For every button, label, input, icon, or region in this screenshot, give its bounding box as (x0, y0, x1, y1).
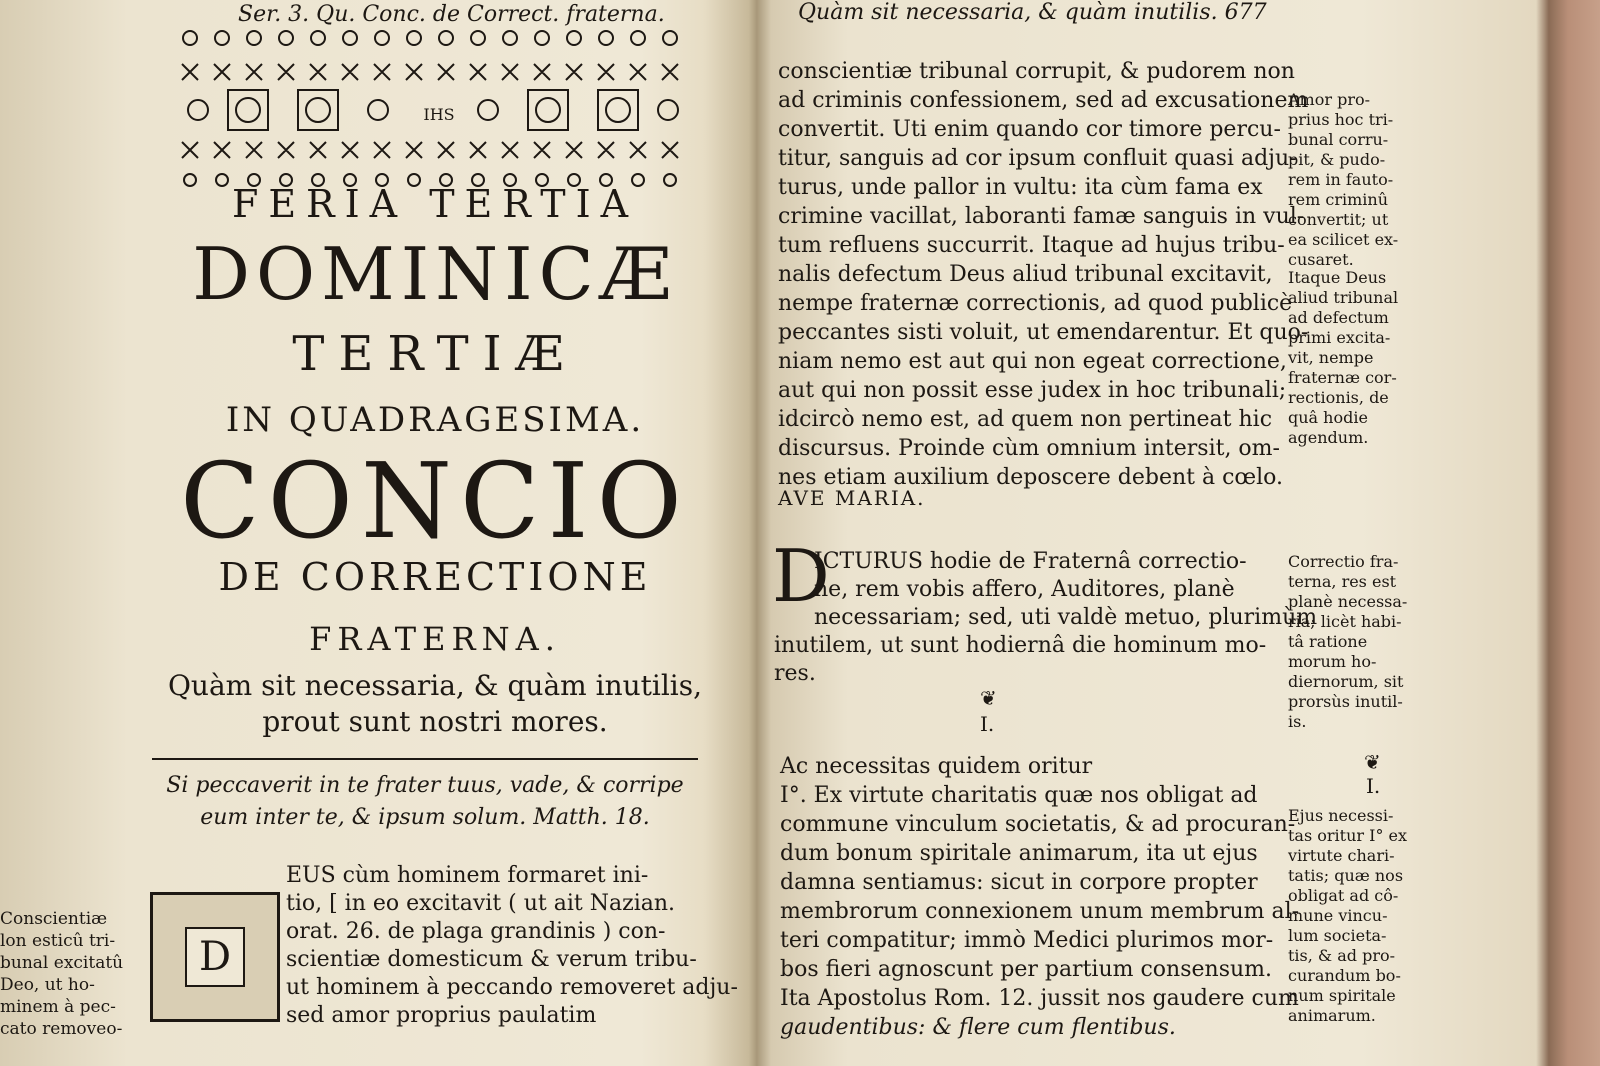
margin-line: cusaret. (1288, 250, 1354, 269)
ornament-band-icon (178, 24, 700, 194)
margin-line: Amor pro- (1288, 90, 1371, 109)
initial-letter: D (185, 927, 245, 987)
right-margin-note-2 (1288, 268, 1428, 448)
left-body-text (286, 862, 736, 1030)
margin-line: cato removeo- (0, 1019, 123, 1039)
text-line: res. (774, 661, 816, 686)
title-line-2: DOMINICÆ (192, 232, 678, 316)
right-margin-note-4 (1288, 806, 1428, 1026)
text-line: dum bonum spiritale animarum, ita ut ejus (780, 841, 1258, 866)
margin-line: minem à pec- (0, 997, 116, 1017)
text-line: tio, [ in eo excitavit ( ut ait Nazian. (286, 891, 676, 916)
margin-line: Conscientiæ (0, 909, 108, 929)
margin-line: fraternæ cor- (1288, 368, 1397, 387)
margin-line: vit, nempe (1288, 348, 1374, 367)
text-line: peccantes sisti voluit, ut emendarentur. Et quo- (778, 320, 1309, 345)
margin-line: pit, & pudo- (1288, 150, 1386, 169)
right-body-text (778, 28, 1309, 492)
section-numeral: I. (980, 712, 995, 736)
text-line: nalis defectum Deus aliud tribunal excitavit, (778, 262, 1273, 287)
text-line: EUS cùm hominem formaret ini- (286, 863, 649, 888)
margin-line: mune vincu- (1288, 906, 1388, 925)
text-line: orat. 26. de plaga grandinis ) con- (286, 919, 666, 944)
epigraph-line: eum inter te, & ipsum solum. Matth. 18. (200, 805, 650, 830)
margin-line: lon esticû tri- (0, 931, 116, 951)
right-margin-note-3 (1288, 552, 1428, 732)
text-line: bos fieri agnoscunt per partium consensum. (780, 957, 1273, 982)
text-line: crimine vacillat, laboranti famæ sanguis in vul- (778, 204, 1305, 229)
text-line: convertit. Uti enim quando cor timore percu- (778, 117, 1281, 142)
margin-numeral: I. (1366, 774, 1381, 798)
margin-line: curandum bo- (1288, 966, 1401, 985)
text-line: idcircò nemo est, ad quem non pertineat hic (778, 407, 1273, 432)
text-line: ICTURUS hodie de Fraternâ correctio- (814, 549, 1247, 574)
margin-line: lum societa- (1288, 926, 1387, 945)
title-line-7: FRATERNA. (309, 620, 561, 658)
subtitle-line: Quàm sit necessaria, & quàm inutilis, (167, 669, 703, 702)
right-page (770, 0, 1540, 1066)
margin-line: bunal corru- (1288, 130, 1389, 149)
text-line: Ita Apostolus Rom. 12. jussit nos gaudere cum (780, 986, 1299, 1011)
margin-line: num spiritale (1288, 986, 1396, 1005)
margin-line: rectionis, de (1288, 388, 1389, 407)
running-head-right: Quàm sit necessaria, & quàm inutilis. 677 (798, 0, 1267, 25)
title-line-6: DE CORRECTIONE (218, 555, 652, 599)
text-line: ad criminis confessionem, sed ad excusationem (778, 88, 1309, 113)
running-head-left: Ser. 3. Qu. Conc. de Correct. fraterna. (238, 2, 665, 27)
text-line: membrorum connexionem unum membrum al- (780, 899, 1300, 924)
margin-line: tatis; quæ nos (1288, 866, 1404, 885)
drop-cap: D (772, 534, 830, 618)
margin-line: aliud tribunal (1288, 288, 1399, 307)
text-line: conscientiæ tribunal corrupit, & pudorem non (778, 59, 1295, 84)
text-line: nes etiam auxilium deposcere debent à cœlo. (778, 465, 1284, 490)
text-line: commune vinculum societatis, & ad procuran- (780, 812, 1296, 837)
text-line: tum refluens succurrit. Itaque ad hujus tribu- (778, 233, 1285, 258)
fleuron-icon: ❦ (1364, 750, 1381, 774)
text-line: ut hominem à peccando removeret adju- (286, 975, 738, 1000)
epigraph-line: Si peccaverit in te frater tuus, vade, & corripe (166, 773, 684, 798)
text-line: ne, rem vobis affero, Auditores, planè (814, 577, 1235, 602)
margin-line: ad defectum (1288, 308, 1389, 327)
text-line: aut qui non possit esse judex in hoc tribunali; (778, 378, 1287, 403)
subtitle-line: prout sunt nostri mores. (262, 705, 608, 738)
margin-line: virtute chari- (1288, 846, 1395, 865)
margin-line: tis, & ad pro- (1288, 946, 1396, 965)
margin-line: Itaque Deus (1288, 268, 1387, 287)
text-line: nempe fraternæ correctionis, ad quod publicè (778, 291, 1293, 316)
text-line: damna sentiamus: sicut in corpore propter (780, 870, 1258, 895)
margin-line: agendum. (1288, 428, 1369, 447)
margin-line: bunal excitatû (0, 953, 124, 973)
margin-line: prius hoc tri- (1288, 110, 1394, 129)
margin-line: rem criminû (1288, 190, 1388, 209)
text-line: necessariam; sed, uti valdè metuo, plurimùm (814, 605, 1318, 630)
title-line-4: IN QUADRAGESIMA. (225, 400, 645, 440)
margin-line: terna, res est (1288, 572, 1397, 591)
margin-line: rem in fauto- (1288, 170, 1394, 189)
margin-line: tas oritur I° ex (1288, 826, 1408, 845)
margin-line: Correctio fra- (1288, 552, 1399, 571)
intro-paragraph (774, 548, 1318, 688)
margin-line: convertit; ut (1288, 210, 1389, 229)
margin-line: prorsùs inutil- (1288, 692, 1403, 711)
text-line: inutilem, ut sunt hodiernâ die hominum mo- (774, 633, 1267, 658)
text-line: titur, sanguis ad cor ipsum confluit quasi adju- (778, 146, 1297, 171)
left-page (0, 0, 752, 1066)
margin-line: is. (1288, 712, 1307, 731)
epigraph (140, 770, 710, 834)
text-line: I°. Ex virtute charitatis quæ nos obligat ad (780, 783, 1258, 808)
text-line: teri compatitur; immò Medici plurimos mor- (780, 928, 1274, 953)
margin-line: planè necessa- (1288, 592, 1408, 611)
text-line: sed amor proprius paulatim (286, 1003, 597, 1028)
ornament-ihs: IHS (423, 105, 455, 124)
margin-line: Deo, ut ho- (0, 975, 95, 995)
text-line: turus, unde pallor in vultu: ita cùm fama ex (778, 175, 1263, 200)
section-text (780, 752, 1300, 1042)
margin-line: ria; licèt habi- (1288, 612, 1402, 631)
title-line-5: CONCIO (180, 440, 690, 562)
left-margin-note (0, 908, 140, 1040)
margin-line: obligat ad cô- (1288, 886, 1399, 905)
subtitle (140, 668, 730, 740)
horizontal-rule (152, 758, 698, 760)
margin-line: tâ ratione (1288, 632, 1368, 651)
margin-line: Ejus necessi- (1288, 806, 1394, 825)
margin-line: ea scilicet ex- (1288, 230, 1399, 249)
text-line: Ac necessitas quidem oritur (780, 754, 1093, 779)
decorated-initial (150, 892, 280, 1022)
margin-line: quâ hodie (1288, 408, 1368, 427)
margin-line: diernorum, sit (1288, 672, 1404, 691)
right-margin-note-1 (1288, 90, 1428, 270)
margin-line: animarum. (1288, 1006, 1376, 1025)
ave-maria: AVE MARIA. (778, 486, 926, 510)
margin-line: morum ho- (1288, 652, 1377, 671)
margin-line: primi excita- (1288, 328, 1391, 347)
text-line: scientiæ domesticum & verum tribu- (286, 947, 697, 972)
title-line-1: FERIA TERTIA (231, 182, 639, 226)
text-line: gaudentibus: & flere cum flentibus. (780, 1015, 1176, 1040)
text-line: discursus. Proinde cùm omnium intersit, om- (778, 436, 1280, 461)
title-line-3: TERTIÆ (292, 326, 578, 382)
text-line: niam nemo est aut qui non egeat correctione, (778, 349, 1287, 374)
fleuron-icon: ❦ (980, 686, 997, 710)
